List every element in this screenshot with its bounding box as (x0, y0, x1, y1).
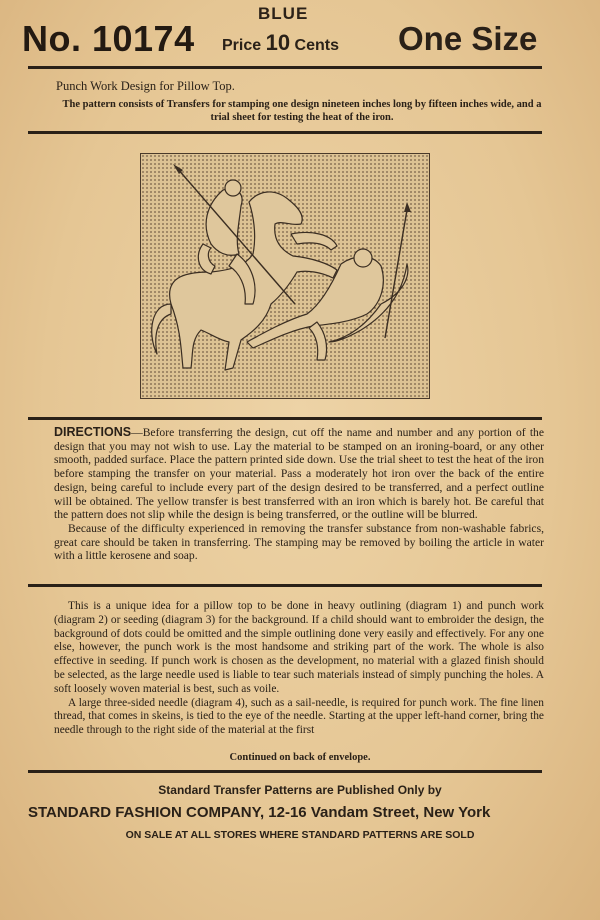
directions-para-1 (54, 426, 544, 522)
price-unit: Cents (294, 37, 339, 54)
instructions-body (54, 600, 544, 738)
directions (54, 426, 544, 563)
divider (28, 131, 542, 134)
divider (28, 417, 542, 420)
divider (28, 770, 542, 773)
body-para-1: This is a unique idea for a pillow top to be done in heavy outlining (diagram 1) and punch work (diagram 2) or seeding (diagram 3) for the background. If a child should want to embroider the design, the background of dots could be omitted and the simple outlining done very easily and effectively. For any one else, however, the punch work is the most handsome and striking part of the work. The whole is also effective in seeding. If punch work is chosen as the development, no material with a glazed finish should be selected, as the large needle used is liable to tear such materials instead of simply punching the holes. A soft loosely woven material is best, such as voile. (54, 600, 544, 695)
publisher-line-1: Standard Transfer Patterns are Published Only by (158, 783, 442, 797)
warrior-illustration (141, 154, 429, 398)
color-label: BLUE (258, 4, 309, 23)
price-value: 10 (265, 30, 291, 55)
body-para-2: A large three-sided needle (diagram 4), such as a sail-needle, is required for punch work. The fine linen thread, that comes in skeins, is tied to the eye of the needle. Starting at the upper left-hand corner, bring the needle through to the right side of the material at the first (54, 696, 544, 737)
continued-note: Continued on back of envelope. (229, 752, 371, 763)
pattern-number: No. 10174 (22, 18, 195, 59)
divider (28, 584, 542, 587)
size-label: One Size (398, 20, 538, 57)
directions-text: —Before transferring the design, cut off the name and number and any portion of the design that you may not wish to use. Lay the material to be stamped on an ironing-board, or any other smooth, padded surface. Place the pattern printed side down. Use the trial sheet to test the heat of the iron before stamping the transfer on your material. Pass a moderately hot iron over the back of the entire design, being careful to include every part of the design desired to be transferred, and a perfect outline will be obtained. The yellow transfer is best transferred with an iron which is barely hot. Be careful that the pattern does not slip while the design is being transferred, or the outline will be blurred. (54, 426, 544, 522)
divider (28, 66, 542, 69)
price-label: Price (222, 37, 262, 54)
directions-para-2: Because of the difficulty experienced in removing the transfer substance from non-washable fabrics, great care should be taken in transferring. The stamping may be removed by boiling the article in water with a little kerosene and soap. (54, 521, 544, 563)
directions-heading: DIRECTIONS (54, 425, 132, 439)
price (222, 30, 339, 56)
publisher-name: STANDARD FASHION COMPANY, 12-16 Vandam Street, New York (28, 804, 491, 821)
contents-note: The pattern consists of Transfers for stamping one design nineteen inches long by fifteen inches wide, and a trial sheet for testing the heat of the iron. (62, 99, 542, 123)
subtitle: Punch Work Design for Pillow Top. (56, 79, 235, 93)
design-illustration (140, 153, 430, 399)
publisher-line-3: ON SALE AT ALL STORES WHERE STANDARD PATTERNS ARE SOLD (125, 829, 475, 841)
